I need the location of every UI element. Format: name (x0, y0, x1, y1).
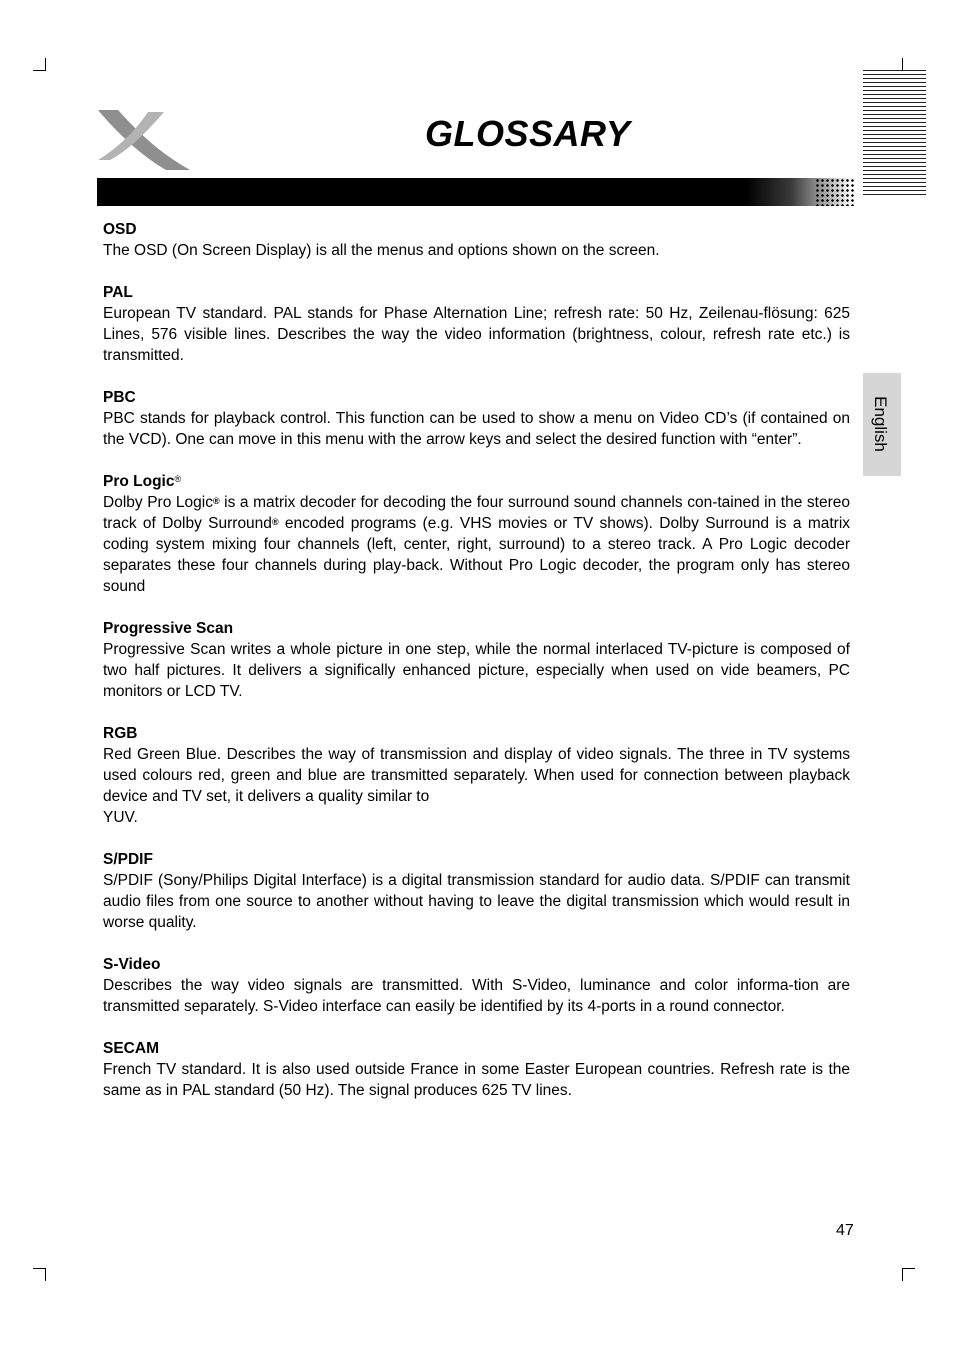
page-number: 47 (836, 1222, 854, 1239)
glossary-term: S-Video (103, 956, 161, 973)
language-tab-label: English (871, 396, 890, 452)
glossary-term: S/PDIF (103, 851, 153, 868)
glossary-definition (103, 744, 850, 828)
glossary-term: SECAM (103, 1040, 159, 1057)
glossary-term: PAL (103, 284, 133, 301)
glossary-entry-spdif (103, 849, 850, 933)
header-bar-dot-pattern (815, 178, 855, 206)
registered-mark: ® (174, 474, 182, 484)
glossary-term: PBC (103, 389, 136, 406)
glossary-entry-pal (103, 282, 850, 366)
crop-mark-bottom-right (902, 1268, 915, 1281)
page-title: GLOSSARY (425, 113, 631, 154)
glossary-definition: European TV standard. PAL stands for Phase Alternation Line; refresh rate: 50 Hz, Zeilenau-flösung: 625 Lines, 576 visible lines. Describes the way the video information (brightness, colour, refresh rate etc.) is transmitted. (103, 305, 850, 364)
glossary-definition: The OSD (On Screen Display) is all the menus and options shown on the screen. (103, 242, 660, 259)
decorative-stripes (863, 70, 926, 198)
crop-mark-top-left (33, 58, 46, 71)
glossary-term-text: Pro Logic (103, 473, 175, 490)
brand-logo-x-icon (96, 108, 194, 174)
glossary-term (103, 471, 850, 492)
glossary-entry-osd (103, 219, 850, 261)
definition-tail: YUV. (103, 809, 138, 826)
crop-mark-bottom-left (33, 1268, 46, 1281)
glossary-entry-pbc (103, 387, 850, 450)
glossary-entry-s-video (103, 954, 850, 1017)
definition-part: is a matrix decoder for decoding the four surround sound channels con-tained in the stereo track of Dolby Surround (103, 494, 850, 532)
glossary-definition: Describes the way video signals are transmitted. With S-Video, luminance and color informa-tion are transmitted separately. S-Video interface can easily be identified by its 4-ports in a round connector. (103, 977, 850, 1015)
glossary-definition: French TV standard. It is also used outside France in some Easter European countries. Refresh rate is the same as in PAL standard (50 Hz). The signal produces 625 TV lines. (103, 1061, 850, 1099)
glossary-entry-secam (103, 1038, 850, 1101)
glossary-definition (103, 492, 850, 597)
definition-text: Red Green Blue. Describes the way of transmission and display of video signals. The three in TV systems used colours red, green and blue are transmitted separately. When used for connection between playback device and TV set, it delivers a quality similar to (103, 746, 850, 805)
glossary-term: RGB (103, 725, 138, 742)
header-bar (97, 178, 852, 206)
glossary-definition: PBC stands for playback control. This function can be used to show a menu on Video CD’s (if contained on the VCD). One can move in this menu with the arrow keys and select the desired function with “enter”. (103, 410, 850, 448)
glossary-definition: Progressive Scan writes a whole picture in one step, while the normal interlaced TV-picture is composed of two half pictures. It delivers a significally enhanced picture, especially when used on vide beamers, PC monitors or LCD TV. (103, 641, 850, 700)
definition-part: Dolby Pro Logic (103, 494, 213, 511)
glossary-term: Progressive Scan (103, 620, 234, 637)
glossary-list (103, 219, 850, 1122)
glossary-entry-pro-logic (103, 471, 850, 597)
glossary-term: OSD (103, 221, 137, 238)
glossary-definition: S/PDIF (Sony/Philips Digital Interface) is a digital transmission standard for audio data. S/PDIF can transmit audio files from one source to another without having to leave the digital transmission which would result in worse quality. (103, 872, 850, 931)
registered-mark: ® (212, 496, 220, 506)
registered-mark: ® (271, 517, 279, 527)
definition-part: encoded programs (e.g. VHS movies or TV shows). Dolby Surround is a matrix coding system mixing four channels (left, center, right, surround) to a stereo track. A Pro Logic decoder separates these four channels during play-back. Without Pro Logic decoder, the program only has stereo sound (103, 515, 851, 595)
glossary-entry-progressive-scan (103, 618, 850, 702)
glossary-entry-rgb (103, 723, 850, 828)
